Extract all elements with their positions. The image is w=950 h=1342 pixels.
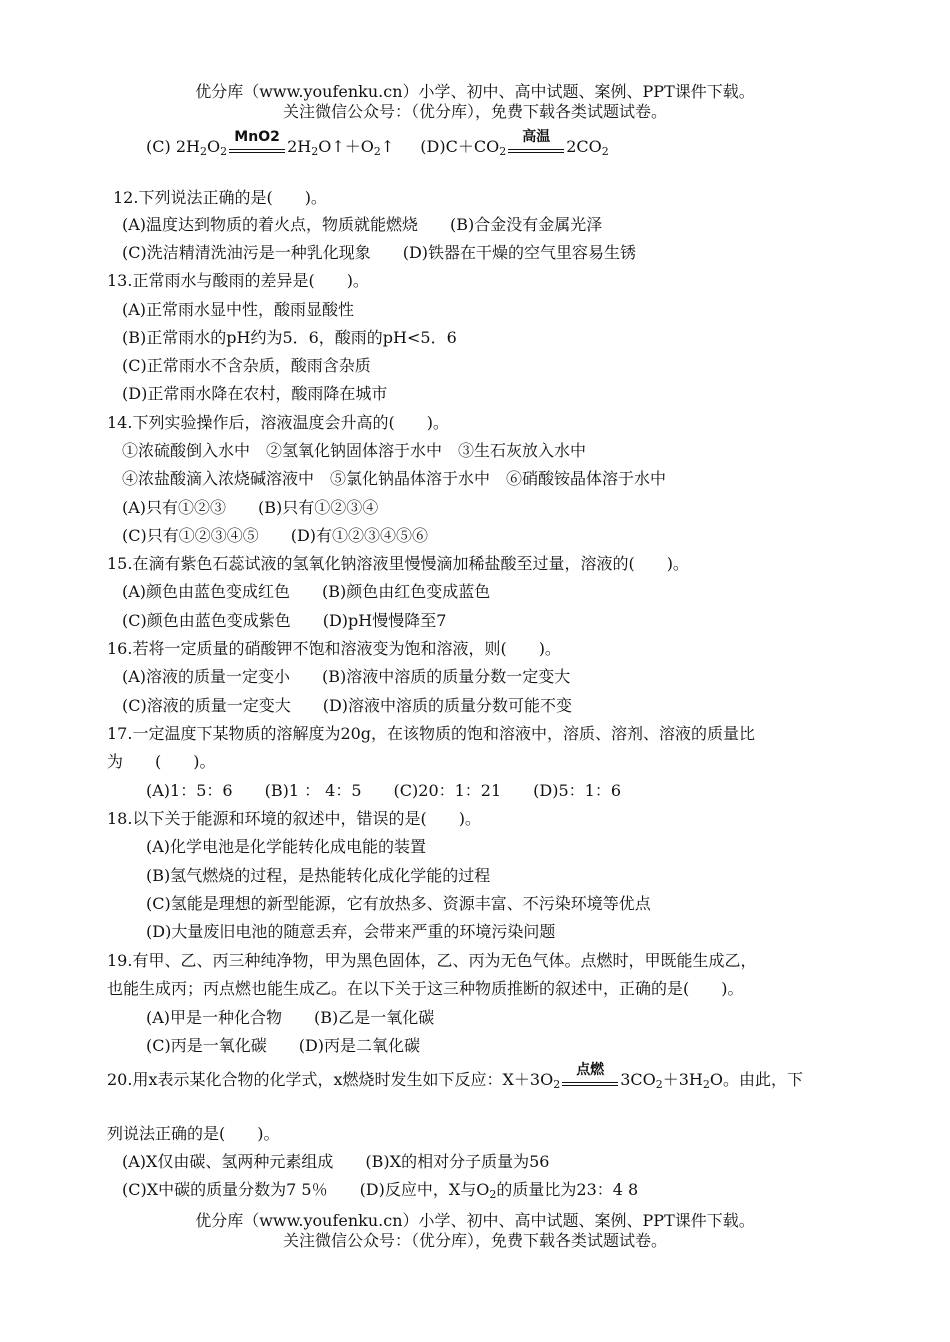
q17-stem: 17.一定温度下某物质的溶解度为20g，在该物质的饱和溶液中，溶质、溶剂、溶液的质量比 bbox=[107, 724, 756, 743]
q20-options-ab: (A)X仅由碳、氢两种元素组成 (B)X的相对分子质量为56 bbox=[122, 1152, 550, 1171]
header-line-1: 优分库（www.youfenku.cn）小学、初中、高中试题、案例、PPT课件下载。 bbox=[195, 82, 755, 101]
q11-options: (C) $2H_2O_2$ MnO2 $2H_2O↑+O_2↑$ $(D)C+CO_2$ 高温 $2CO_2$ bbox=[146, 129, 609, 158]
footer-line-2: 关注微信公众号：（优分库），免费下载各类试题试卷。 bbox=[282, 1231, 667, 1250]
q20-stem: 20.用x表示某化合物的化学式，x燃烧时发生如下反应：$X+3O_2$ 点燃 $3CO_2+3H_2O$。由此，下 bbox=[107, 1062, 803, 1091]
q17-stem-cont: 为 ( )。 bbox=[107, 752, 216, 771]
q19-stem: 19.有甲、乙、丙三种纯净物，甲为黑色固体，乙、丙为无色气体。点燃时，甲既能生成乙， bbox=[107, 951, 757, 970]
q15-stem: 15.在滴有紫色石蕊试液的氢氧化钠溶液里慢慢滴加稀盐酸至过量，溶液的( )。 bbox=[107, 554, 689, 573]
q18-option-a: (A)化学电池是化学能转化成电能的装置 bbox=[146, 837, 427, 856]
q18-stem: 18.以下关于能源和环境的叙述中，错误的是( )。 bbox=[107, 809, 481, 828]
header-line-2: 关注微信公众号：（优分库），免费下载各类试题试卷。 bbox=[282, 102, 667, 121]
q20-options-cd: (C)X中碳的质量分数为7 5％ (D)反应中，X与$O_2$的质量比为23：4 8 bbox=[122, 1180, 639, 1201]
reaction-condition-ignite: 点燃 bbox=[562, 1069, 618, 1091]
q14-items-1: ①浓硫酸倒入水中 ②氢氧化钠固体溶于水中 ③生石灰放入水中 bbox=[122, 441, 587, 460]
q18-option-b: (B)氢气燃烧的过程，是热能转化成化学能的过程 bbox=[146, 866, 491, 885]
q19-options-cd: (C)丙是一氧化碳 (D)丙是二氧化碳 bbox=[146, 1036, 421, 1055]
q12-stem: 12.下列说法正确的是( )。 bbox=[113, 188, 327, 207]
q14-items-2: ④浓盐酸滴入浓烧碱溶液中 ⑤氯化钠晶体溶于水中 ⑥硝酸铵晶体溶于水中 bbox=[122, 469, 667, 488]
reaction-condition-mno2: MnO2 bbox=[229, 136, 285, 158]
q13-stem: 13.正常雨水与酸雨的差异是( )。 bbox=[107, 271, 369, 290]
q13-option-c: (C)正常雨水不含杂质，酸雨含杂质 bbox=[122, 356, 371, 375]
q15-options-cd: (C)颜色由蓝色变成紫色 (D)pH慢慢降至7 bbox=[122, 611, 447, 630]
footer-line-1: 优分库（www.youfenku.cn）小学、初中、高中试题、案例、PPT课件下载。 bbox=[195, 1211, 755, 1230]
q16-options-cd: (C)溶液的质量一定变大 (D)溶液中溶质的质量分数可能不变 bbox=[122, 696, 573, 715]
q13-option-d: (D)正常雨水降在农村，酸雨降在城市 bbox=[122, 384, 388, 403]
q14-stem: 14.下列实验操作后，溶液温度会升高的( )。 bbox=[107, 413, 449, 432]
q13-option-b: (B)正常雨水的pH约为5．6，酸雨的pH<5．6 bbox=[122, 328, 457, 347]
q18-option-c: (C)氢能是理想的新型能源，它有放热多、资源丰富、不污染环境等优点 bbox=[146, 894, 651, 913]
q16-stem: 16.若将一定质量的硝酸钾不饱和溶液变为饱和溶液，则( )。 bbox=[107, 639, 561, 658]
q19-stem-cont: 也能生成丙；丙点燃也能生成乙。在以下关于这三种物质推断的叙述中，正确的是( )。 bbox=[107, 979, 744, 998]
q19-options-ab: (A)甲是一种化合物 (B)乙是一氧化碳 bbox=[146, 1008, 435, 1027]
q12-options-ab: (A)温度达到物质的着火点，物质就能燃烧 (B)合金没有金属光泽 bbox=[122, 215, 603, 234]
q20-stem-cont: 列说法正确的是( )。 bbox=[107, 1124, 280, 1143]
q13-option-a: (A)正常雨水显中性，酸雨显酸性 bbox=[122, 300, 355, 319]
q12-options-cd: (C)洗洁精清洗油污是一种乳化现象 (D)铁器在干燥的空气里容易生锈 bbox=[122, 243, 637, 262]
q15-options-ab: (A)颜色由蓝色变成红色 (B)颜色由红色变成蓝色 bbox=[122, 582, 491, 601]
q18-option-d: (D)大量废旧电池的随意丢弃，会带来严重的环境污染问题 bbox=[146, 922, 556, 941]
q17-options: (A)1：5：6 (B)1 ： 4：5 (C)20：1：21 (D)5：1：6 bbox=[146, 781, 622, 800]
q16-options-ab: (A)溶液的质量一定变小 (B)溶液中溶质的质量分数一定变大 bbox=[122, 667, 571, 686]
reaction-condition-high-temp: 高温 bbox=[508, 136, 564, 158]
q14-options-ab: (A)只有①②③ (B)只有①②③④ bbox=[122, 498, 379, 517]
q14-options-cd: (C)只有①②③④⑤ (D)有①②③④⑤⑥ bbox=[122, 526, 429, 545]
